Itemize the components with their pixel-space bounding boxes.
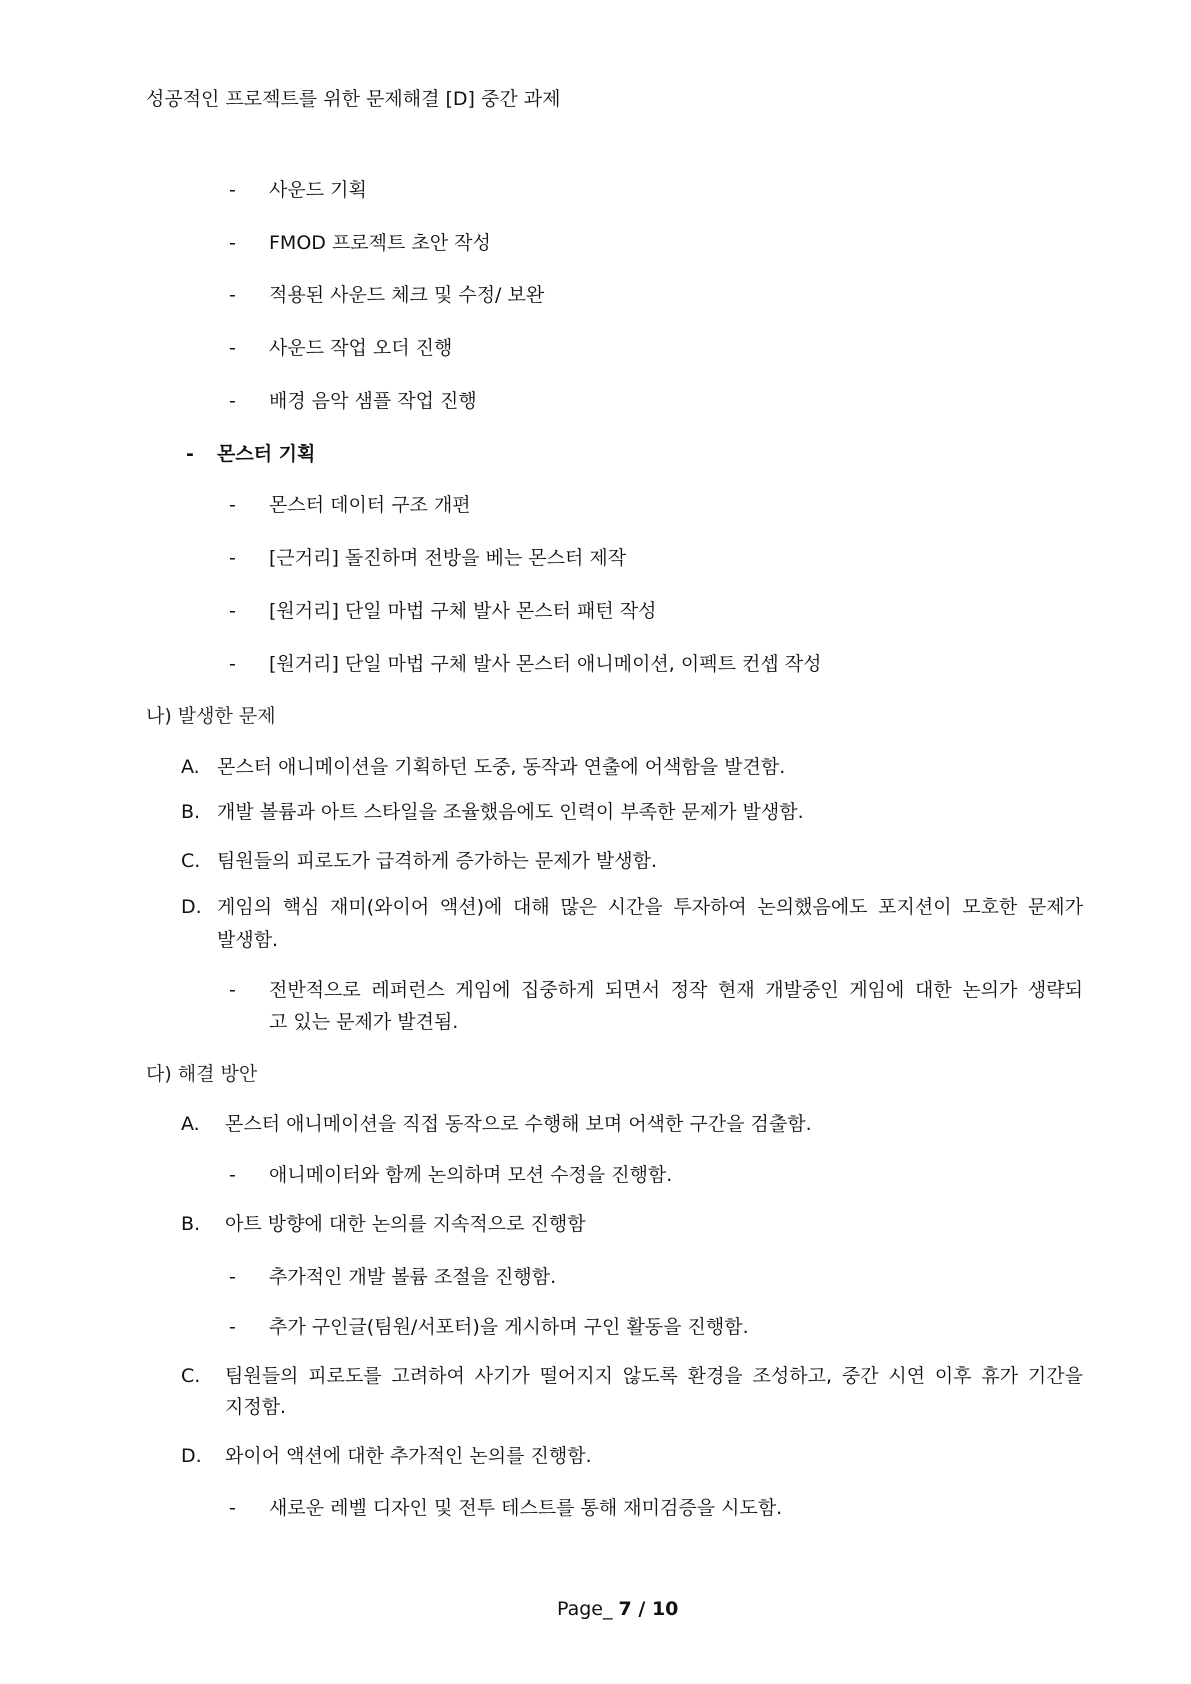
bullet-dash: - <box>229 337 236 359</box>
bullet-dash: - <box>229 979 236 1001</box>
bullet-dash: - <box>229 179 236 201</box>
list-item-text: [원거리] 단일 마법 구체 발사 몬스터 애니메이션, 이펙트 컨셉 작성 <box>269 653 822 675</box>
list-item-text: [원거리] 단일 마법 구체 발사 몬스터 패턴 작성 <box>269 600 657 622</box>
bullet-dash: - <box>229 1316 236 1338</box>
page-number <box>557 1596 678 1622</box>
document-header-title: 성공적인 프로젝트를 위한 문제해결 [D] 중간 과제 <box>146 88 561 110</box>
bullet-dash: - <box>229 284 236 306</box>
list-item-text: 몬스터 애니메이션을 직접 동작으로 수행해 보며 어색한 구간을 검출함. <box>225 1113 812 1135</box>
list-item-text: 몬스터 데이터 구조 개편 <box>269 494 471 516</box>
list-item-text: [근거리] 돌진하며 전방을 베는 몬스터 제작 <box>269 547 627 569</box>
list-item-text: 개발 볼륨과 아트 스타일을 조율했음에도 인력이 부족한 문제가 발생함. <box>217 801 804 823</box>
page-separator: / <box>631 1598 652 1620</box>
list-item-text: 새로운 레벨 디자인 및 전투 테스트를 통해 재미검증을 시도함. <box>269 1497 783 1519</box>
bullet-dash: - <box>229 653 236 675</box>
list-item-text-continued: 지정함. <box>225 1396 287 1418</box>
bullet-dash: - <box>229 1164 236 1186</box>
bullet-dash: - <box>229 1266 236 1288</box>
list-item-text: FMOD 프로젝트 초안 작성 <box>269 232 491 254</box>
page-prefix: Page_ <box>557 1598 619 1620</box>
list-marker: C. <box>181 1365 201 1387</box>
bullet-dash: - <box>229 494 236 516</box>
list-item-text: 와이어 액션에 대한 추가적인 논의를 진행함. <box>225 1445 592 1467</box>
list-marker: C. <box>181 850 201 872</box>
list-item-text-continued: 발생함. <box>217 929 279 951</box>
subsection-title: 몬스터 기획 <box>217 443 316 465</box>
page-current: 7 <box>618 1598 632 1620</box>
list-item-text: 애니메이터와 함께 논의하며 모션 수정을 진행함. <box>269 1164 673 1186</box>
list-marker: D. <box>181 1445 202 1467</box>
list-item-text: 몬스터 애니메이션을 기획하던 도중, 동작과 연출에 어색함을 발견함. <box>217 756 786 778</box>
bullet-dash: - <box>229 547 236 569</box>
bullet-dash: - <box>229 1497 236 1519</box>
list-marker: A. <box>181 756 200 778</box>
list-item-text: 추가 구인글(팀원/서포터)을 게시하며 구인 활동을 진행함. <box>269 1316 749 1338</box>
list-item-text: 적용된 사운드 체크 및 수정/ 보완 <box>269 284 545 306</box>
list-marker: D. <box>181 896 202 918</box>
list-marker: B. <box>181 801 201 823</box>
bullet-dash: - <box>229 600 236 622</box>
page-total: 10 <box>651 1598 679 1620</box>
list-marker: A. <box>181 1113 200 1135</box>
list-item-text: 팀원들의 피로도를 고려하여 사기가 떨어지지 않도록 환경을 조성하고, 중간 시연 이후 휴가 기간을 <box>225 1365 1083 1387</box>
section-heading: 나) 발생한 문제 <box>146 705 276 727</box>
list-item-text: 전반적으로 레퍼런스 게임에 집중하게 되면서 정작 현재 개발중인 게임에 대한 논의가 생략되 <box>269 979 1083 1001</box>
bullet-dash: - <box>186 443 194 465</box>
list-item-text: 아트 방향에 대한 논의를 지속적으로 진행함 <box>225 1213 586 1235</box>
list-item-text: 배경 음악 샘플 작업 진행 <box>269 390 477 412</box>
list-item-text-continued: 고 있는 문제가 발견됨. <box>269 1011 459 1033</box>
list-item-text: 팀원들의 피로도가 급격하게 증가하는 문제가 발생함. <box>217 850 658 872</box>
bullet-dash: - <box>229 232 236 254</box>
list-item-text: 사운드 기획 <box>269 179 367 201</box>
section-heading: 다) 해결 방안 <box>146 1063 258 1085</box>
list-item-text: 추가적인 개발 볼륨 조절을 진행함. <box>269 1266 557 1288</box>
list-marker: B. <box>181 1213 201 1235</box>
bullet-dash: - <box>229 390 236 412</box>
list-item-text: 게임의 핵심 재미(와이어 액션)에 대해 많은 시간을 투자하여 논의했음에도 포지션이 모호한 문제가 <box>217 896 1083 918</box>
list-item-text: 사운드 작업 오더 진행 <box>269 337 453 359</box>
